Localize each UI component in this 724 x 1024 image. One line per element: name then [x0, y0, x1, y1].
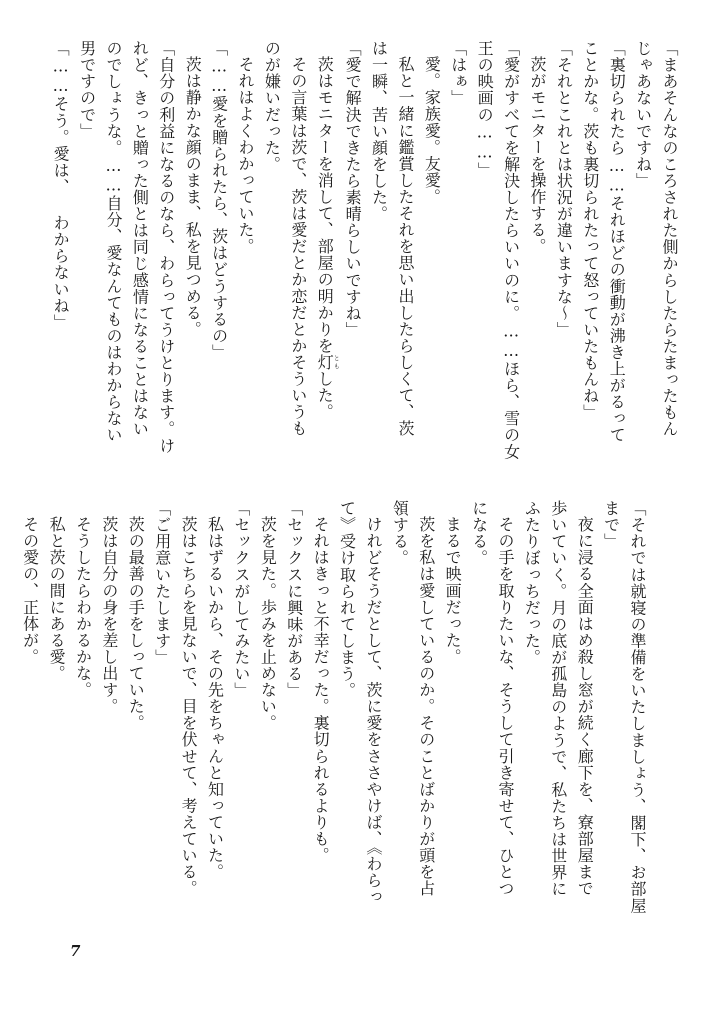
page-number: 7: [70, 942, 81, 960]
text-line: れど、きっと贈った側とは同じ感情になることはない: [130, 40, 150, 438]
text-line: になる。: [469, 500, 489, 567]
upper-text-block: [32, 40, 682, 475]
text-line: じゃあないですね」: [633, 40, 653, 189]
text-line: 私と一緒に鑑賞したそれを思い出したらしくて、茨: [395, 56, 415, 437]
text-line: のでしょうな。……自分、愛なんてものはわからない: [103, 40, 123, 444]
text-line: 「セックスがしてみたい」: [231, 500, 251, 699]
text-line: その愛の、正体が。: [20, 516, 40, 665]
text-line: 「……愛を贈られたら、茨はどうするの」: [209, 40, 229, 361]
text-line: 「まあそんなのころされた側からしたらたまったもん: [660, 40, 679, 438]
ruby-annotation: 灯とも: [315, 353, 340, 371]
text-line: 茨は静かな顔のまま、私を見つめる。: [183, 56, 203, 338]
text-line: 茨を私は愛しているのか。そのことばかりが頭を占: [416, 516, 436, 897]
text-line: 領する。: [390, 500, 410, 567]
text-line: まで」: [601, 500, 621, 550]
text-line: 私と茨の間にある愛。: [47, 516, 67, 682]
text-line: 茨がモニターを操作する。: [527, 56, 547, 255]
text-line: 茨はこちらを見ないで、目を伏せて、考えている。: [179, 516, 199, 897]
text-line: 夜に浸る全面はめ殺し窓が続く廊下を、寮部屋まで: [575, 516, 595, 897]
text-line: 「はぁ」: [448, 40, 468, 107]
text-line: その言葉は茨で、茨は愛だとか恋だとかそういうも: [288, 56, 308, 437]
text-line: 茨はモニターを消して、部屋の明かりを灯ともした。: [315, 56, 340, 421]
text-line: まるで映画だった。: [443, 516, 463, 665]
text-line: 茨は自分の身を差し出す。: [99, 516, 119, 715]
text-line: ことかな。茨も裏切られたって怒っていたもんね」: [580, 40, 600, 421]
text-line: 「それでは就寝の準備をいたしましょう、閣下、お部屋: [628, 500, 647, 914]
text-line: 「愛で解決できたら素晴らしいですね」: [343, 40, 363, 338]
text-line: のが嫌いだった。: [262, 40, 282, 173]
text-line: それはよくわかっていた。: [236, 56, 255, 255]
text-line: 「自分の利益になるのなら、わらってうけとります。け: [156, 40, 176, 454]
text-line: ふたりぼっちだった。: [522, 500, 542, 666]
text-line: 王の映画の……」: [475, 40, 495, 179]
text-line: 愛。家族愛。友愛。: [422, 56, 442, 205]
text-line: 「ご用意いたします」: [152, 500, 172, 666]
text-line: 「裏切られたら……それほどの衝動が沸き上がるって: [607, 40, 627, 444]
text-line: 茨を見た。歩みを止めない。: [258, 516, 278, 732]
text-line: 私はずるいから、その先をちゃんと知っていた。: [205, 516, 225, 881]
lower-text-block: [20, 500, 650, 940]
text-line: 「それとこれとは状況が違いますな〜」: [554, 40, 574, 338]
text-line: 歩いていく。月の底が孤島のようで、私たちは世界に: [548, 500, 568, 898]
text-line: 「愛がすべてを解決したらいいのに。……ほら、雪の女: [501, 40, 521, 460]
text-line: そうしたらわかるかな。: [73, 516, 93, 699]
text-line: 男ですので」: [77, 40, 97, 140]
text-line: 「……そう。愛は、 わからないね」: [51, 40, 71, 331]
text-line: て》受け取られてしまう。: [337, 500, 357, 699]
text-line: 「セックスに興味がある」: [284, 500, 304, 699]
text-line: けれどそうだとして、茨に愛をささやけば、《わらっ: [363, 516, 383, 906]
text-line: それはきっと不幸だった。裏切られるよりも。: [311, 516, 331, 864]
text-line: 茨の最善の手をしっていた。: [126, 516, 146, 732]
text-line: は一瞬、苦い顔をした。: [369, 40, 389, 223]
text-line: その手を取りたいな、そうして引き寄せて、ひとつ: [495, 516, 515, 897]
